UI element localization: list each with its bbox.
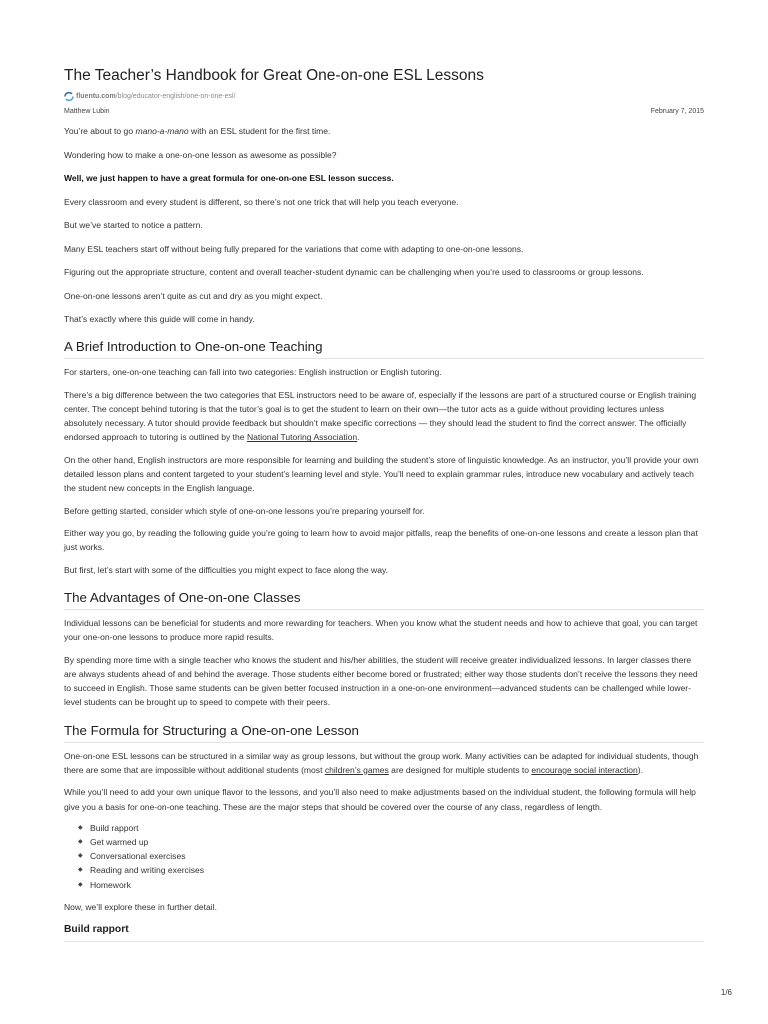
section-paragraph: For starters, one-on-one teaching can fall into two categories: English instruction or English tutoring.: [64, 367, 442, 378]
subsection-heading: Build rapport: [64, 923, 704, 942]
list-item: ◆ Get warmed up: [64, 835, 704, 849]
text-run: One-on-one ESL lessons can be structured in a similar way as group lessons, but without the group work. Many activities can be adapted for individual students, though there are some that are impossible without additional students (most: [64, 750, 699, 775]
section-paragraph: By spending more time with a single teacher who knows the student and his/her abilities, the student will receive greater individualized lessons. In larger classes there are always students ahead of and behind the average. Those students either become bored or frustrated; either way those students don’t receive the lessons they need to succeed in English. Those same students can be given better focused instruction in a one-on-one environment—advanced students can be challenged while lower-level students can be brought up to speed to compete with their peers.: [64, 654, 698, 708]
byline: [64, 108, 704, 115]
intro-paragraph: But we’ve started to notice a pattern.: [64, 220, 203, 230]
intro-paragraph: Wondering how to make a one-on-one lesson as awesome as possible?: [64, 149, 337, 160]
section-paragraph: Either way you go, by reading the following guide you’re going to learn how to avoid major pitfalls, reap the benefits of one-on-one lessons and create a lesson plan that just works.: [64, 528, 698, 553]
section-heading: A Brief Introduction to One-on-one Teaching: [64, 338, 704, 359]
text-run: ).: [637, 764, 644, 775]
steps-list: [64, 821, 704, 892]
section-paragraph: On the other hand, English instructors are more responsible for learning and building the student’s store of linguistic knowledge. As an instructor, you’ll provide your own detailed lesson plans and content targeted to your student’s learning level and style. You’ll need to explain grammar rules, introduce new vocabulary and actively teach the student new concepts in the English language.: [64, 454, 699, 494]
intro-paragraph: Figuring out the appropriate structure, content and overall teacher-student dynamic can be challenging when you’re used to classrooms or group lessons.: [64, 267, 644, 277]
list-item: ◆ Build rapport: [64, 821, 704, 835]
section-paragraph: But first, let’s start with some of the difficulties you might expect to face along the way.: [64, 564, 388, 575]
source-host: fluentu.com: [76, 92, 116, 100]
text-run: .: [357, 432, 360, 443]
intro-paragraph: Every classroom and every student is different, so there’s not one trick that will help you teach everyone.: [64, 196, 459, 207]
text-run: with an ESL student for the first time.: [188, 126, 331, 136]
list-item: ◆ Conversational exercises: [64, 849, 704, 863]
list-item: ◆ Reading and writing exercises: [64, 863, 704, 877]
section-paragraph: [64, 388, 704, 445]
national-tutoring-association-link[interactable]: National Tutoring Association: [246, 432, 358, 443]
intro-paragraph: Many ESL teachers start off without being fully prepared for the variations that come with adapting to one-on-one lessons.: [64, 243, 524, 254]
encourage-social-interaction-link[interactable]: encourage social interaction: [531, 764, 638, 775]
intro-paragraph: That’s exactly where this guide will come in handy.: [64, 314, 255, 324]
text-run: You’re about to go: [64, 126, 136, 136]
intro-paragraph: One-on-one lessons aren’t quite as cut and dry as you might expect.: [64, 290, 323, 301]
publish-date: February 7, 2015: [650, 108, 704, 115]
text-run: There’s a big difference between the two categories that ESL instructors need to be aware of, especially if the lessons are part of a structured course or English training center. The concept behind tutoring is that the tutor’s goal is to get the student to learn on their own—the tutor acts as a guide without providing lectures unless absolutely necessary. A tutor should provide feedback but shouldn’t make specific corrections — they should lead the student to find the correct answer. The officially endorsed approach to tutoring is outlined by the: [64, 389, 697, 443]
article-title: The Teacher’s Handbook for Great One-on-one ESL Lessons: [64, 67, 484, 84]
fluentu-logo-icon: [64, 92, 74, 101]
section-paragraph: [64, 749, 704, 777]
emphasis: mano-a-mano: [135, 126, 189, 136]
text-run: are designed for multiple students to: [388, 764, 532, 775]
section-paragraph: Before getting started, consider which style of one-on-one lessons you’re preparing yourself for.: [64, 505, 425, 516]
article: [64, 66, 704, 942]
section-paragraph: While you’ll need to add your own unique flavor to the lessons, and you’ll also need to make adjustments based on the individual student, the following formula will help give you a basis for one-on-one teaching. These are the major steps that should be covered over the course of any class, regardless of length.: [64, 787, 696, 812]
page-number: 1/6: [720, 988, 732, 997]
list-item: ◆ Homework: [64, 878, 704, 892]
section-paragraph: Now, we’ll explore these in further detail.: [64, 901, 217, 912]
childrens-games-link[interactable]: children’s games: [324, 764, 389, 775]
intro-paragraph: [64, 124, 704, 138]
author: Matthew Lubin: [64, 108, 110, 115]
intro-bold-paragraph: Well, we just happen to have a great formula for one-on-one ESL lesson success.: [64, 173, 394, 183]
source-path: /blog/educator-english/one-on-one-esl/: [115, 92, 236, 100]
section-paragraph: Individual lessons can be beneficial for students and more rewarding for teachers. When you know what the student needs and how to achieve that goal, you can target your one-on-one lessons to produce more rapid results.: [64, 618, 698, 643]
section-heading: The Advantages of One-on-one Classes: [64, 589, 704, 610]
source-url[interactable]: [64, 90, 704, 102]
section-heading: The Formula for Structuring a One-on-one Lesson: [64, 722, 704, 743]
